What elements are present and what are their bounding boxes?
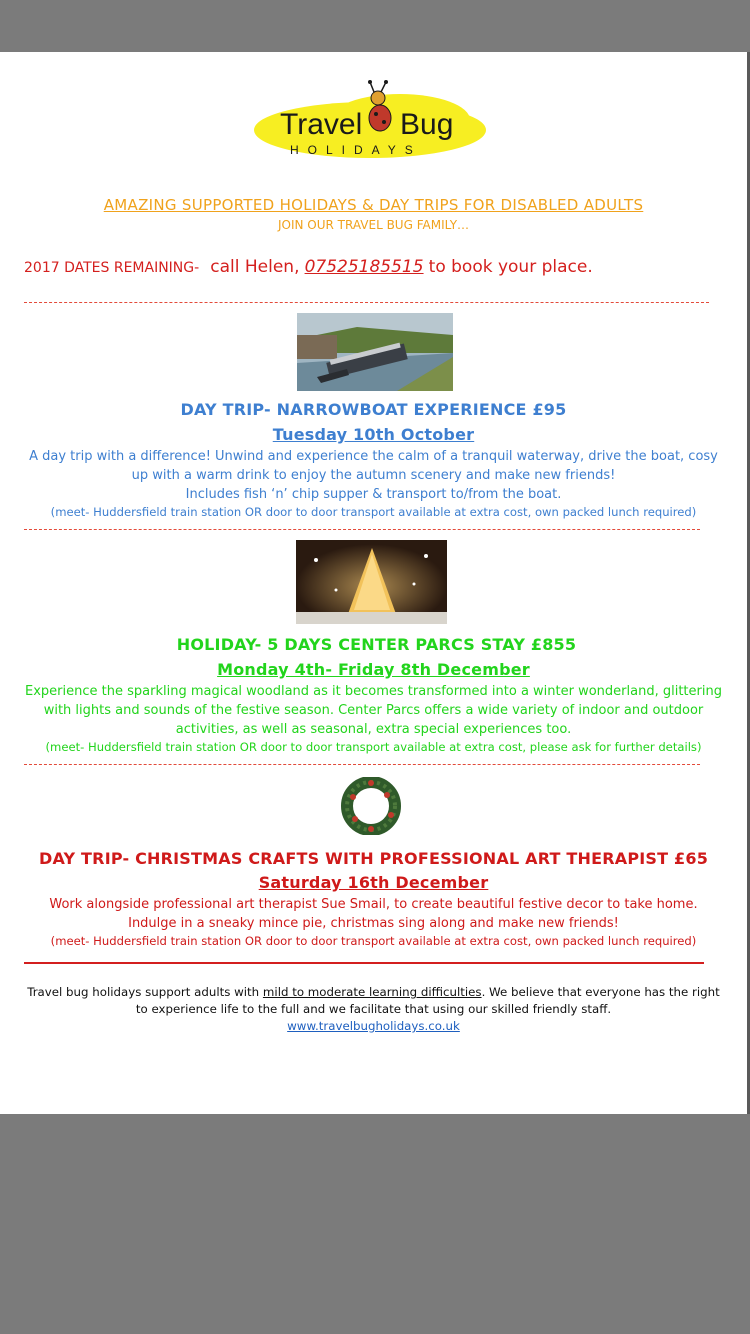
flyer-page [0,52,747,1114]
divider [24,764,700,765]
logo-sub: HOLIDAYS [290,143,422,157]
event3-meet: (meet- Huddersfield train station OR door to door transport available at extra cost, own packed lunch required) [50,934,697,948]
footer-line2: to experience life to the full and we facilitate that using our skilled friendly staff. [135,1002,612,1016]
event1-title: DAY TRIP- NARROWBOAT EXPERIENCE £95 [180,400,567,419]
website-link-row [0,1019,747,1033]
event2-line2: with lights and sounds of the festive season. Center Parcs offers a wide variety of indoor and outdoor [43,703,704,718]
event1-line3: Includes fish ‘n’ chip supper & transport to/from the boat. [185,487,562,502]
event1-date: Tuesday 10th October [272,425,475,444]
event3-line1: Work alongside professional art therapist Sue Smail, to create beautiful festive decor to take home. [49,897,698,912]
booking-line [24,257,593,277]
footer-line1: Travel bug holidays support adults with mild to moderate learning difficulties. We believe that everyone has the right [27,985,720,999]
tagline: AMAZING SUPPORTED HOLIDAYS & DAY TRIPS FOR DISABLED ADULTS [103,196,644,214]
event2-meet: (meet- Huddersfield train station OR door to door transport available at extra cost, please ask for further details) [45,740,702,754]
logo-word-bug: Bug [400,108,454,141]
dates-remaining: 2017 DATES REMAINING- [24,260,200,276]
event2-title: HOLIDAY- 5 DAYS CENTER PARCS STAY £855 [176,635,577,654]
event1-meet: (meet- Huddersfield train station OR door to door transport available at extra cost, own packed lunch required) [50,505,697,519]
event1-line2: up with a warm drink to enjoy the autumn scenery and make new friends! [131,468,616,483]
event2-line1: Experience the sparkling magical woodland as it becomes transformed into a winter wonderland, glittering [25,684,722,699]
wreath-photo [341,777,401,835]
event2-line3: activities, as well as seasonal, extra special experiences too. [175,722,572,737]
call-helen: call Helen, [210,257,300,277]
travel-bug-logo [250,78,490,168]
event3-title: DAY TRIP- CHRISTMAS CRAFTS WITH PROFESSIONAL ART THERAPIST £65 [38,849,709,868]
christmas-tree-photo [296,540,447,624]
event3-date: Saturday 16th December [258,873,489,892]
divider [24,529,700,530]
event3-line2: Indulge in a sneaky mince pie, christmas sing along and make new friends! [128,916,619,931]
narrowboat-photo [297,313,453,391]
logo-word-travel: Travel [280,108,363,141]
learning-difficulties-link: mild to moderate learning difficulties [262,985,482,999]
event2-date: Monday 4th- Friday 8th December [217,660,530,679]
divider [24,302,709,303]
phone-number[interactable]: 07525185515 [304,257,424,277]
website-link[interactable]: www.travelbugholidays.co.uk [287,1019,460,1033]
join-text: JOIN OUR TRAVEL BUG FAMILY… [277,218,470,232]
book-text: to book your place. [428,257,593,277]
divider [24,962,704,964]
event1-line1: A day trip with a difference! Unwind and experience the calm of a tranquil waterway, drive the boat, cosy [29,449,718,464]
